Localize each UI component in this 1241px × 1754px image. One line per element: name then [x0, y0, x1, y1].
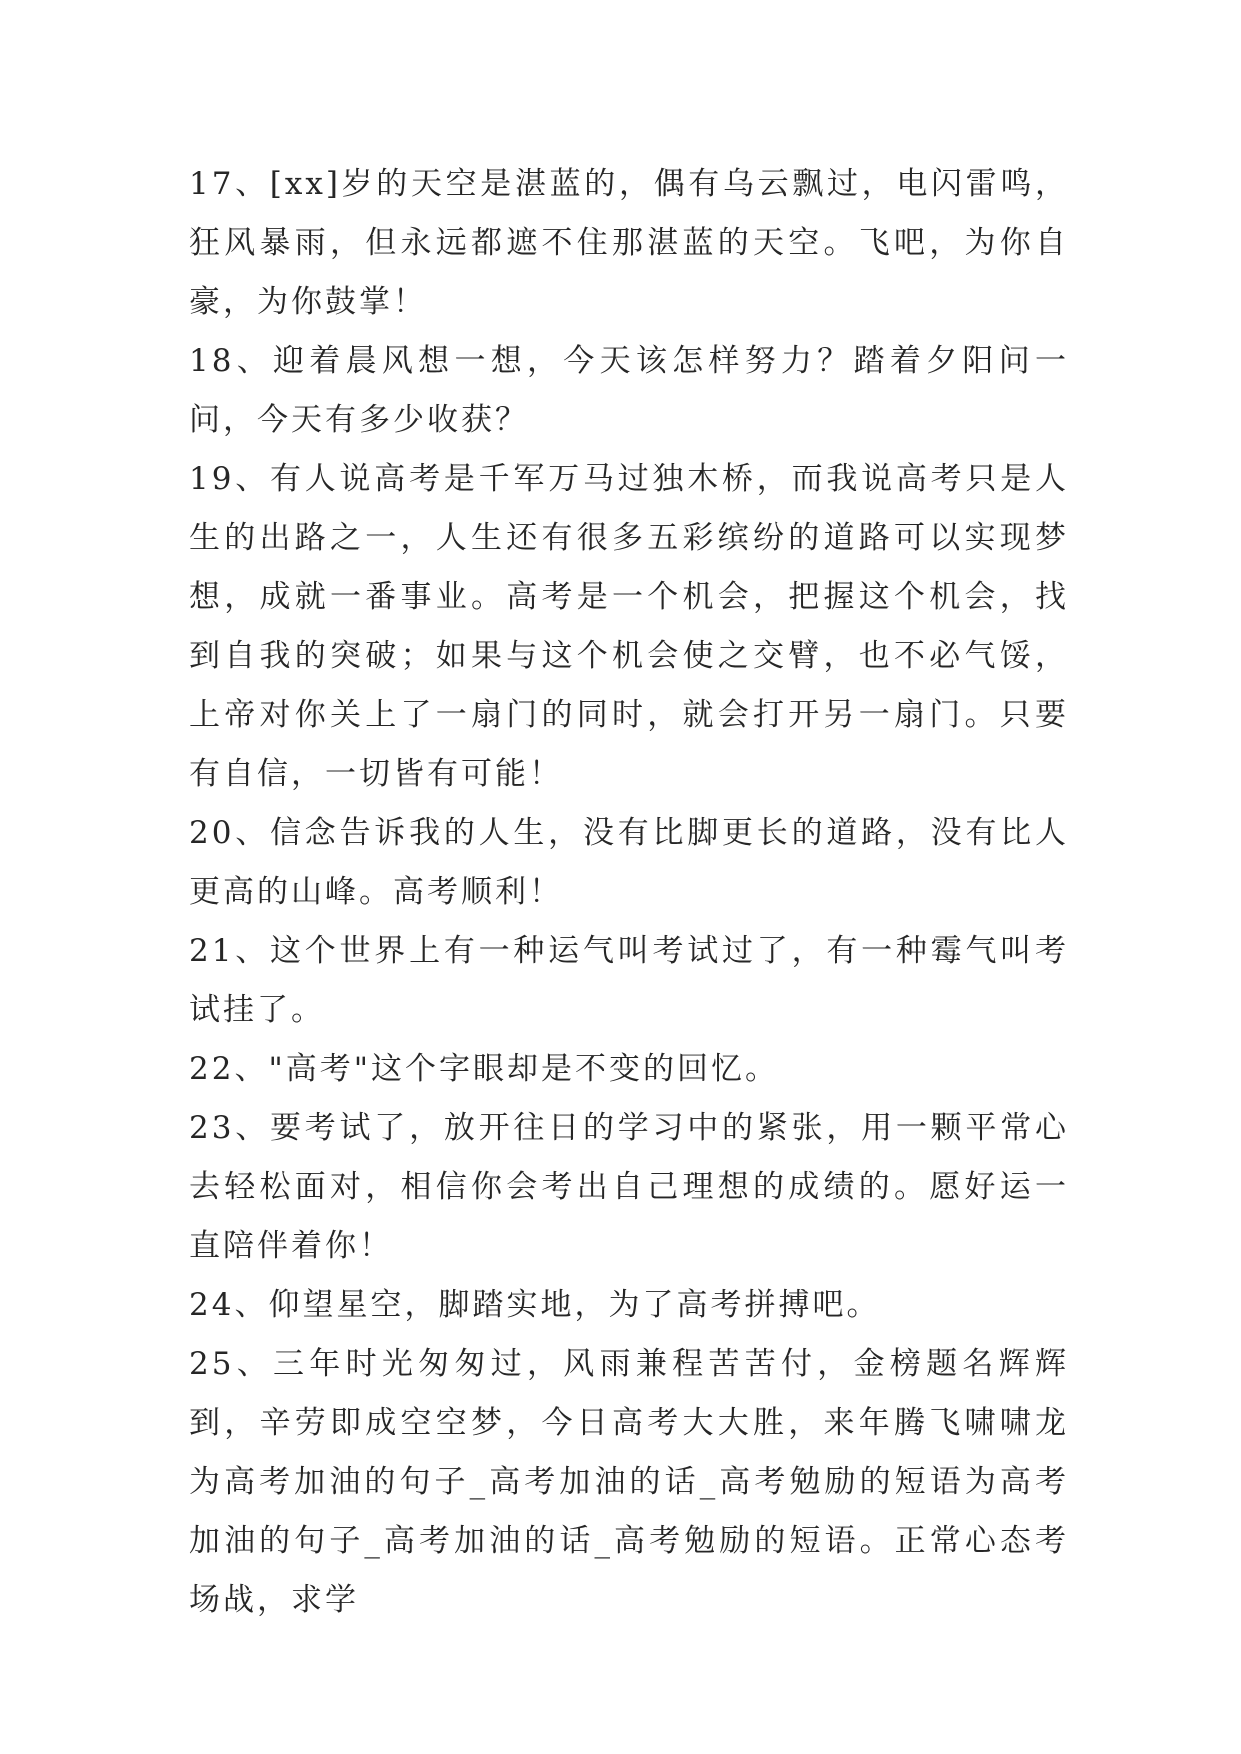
- paragraph-19: 19、有人说高考是千军万马过独木桥，而我说高考只是人生的出路之一，人生还有很多五彩缤纷的道路可以实现梦想，成就一番事业。高考是一个机会，把握这个机会，找到自我的突破；如果与这个机会使之交臂，也不必气馁，上帝对你关上了一扇门的同时，就会打开另一扇门。只要有自信，一切皆有可能！: [189, 461, 1069, 792]
- paragraph-22: 22、"高考"这个字眼却是不变的回忆。: [189, 1051, 779, 1087]
- paragraph-18: 18、迎着晨风想一想，今天该怎样努力？踏着夕阳问一问，今天有多少收获？: [189, 343, 1069, 438]
- paragraph-25: 25、三年时光匆匆过，风雨兼程苦苦付，金榜题名辉辉到，辛劳即成空空梦，今日高考大大胜，来年腾飞啸啸龙为高考加油的句子_高考加油的话_高考勉励的短语为高考加油的句子_高考加油的话_高考勉励的短语。正常心态考场战，求学: [189, 1346, 1069, 1618]
- paragraph-23: 23、要考试了，放开往日的学习中的紧张，用一颗平常心去轻松面对，相信你会考出自己理想的成绩的。愿好运一直陪伴着你！: [189, 1110, 1069, 1264]
- document-body: [189, 155, 1069, 1630]
- paragraph-24: 24、仰望星空，脚踏实地，为了高考拼搏吧。: [189, 1287, 881, 1323]
- paragraph-21: 21、这个世界上有一种运气叫考试过了，有一种霉气叫考试挂了。: [189, 933, 1069, 1028]
- paragraph-17: 17、[xx]岁的天空是湛蓝的，偶有乌云飘过，电闪雷鸣，狂风暴雨，但永远都遮不住那湛蓝的天空。飞吧，为你自豪，为你鼓掌！: [189, 166, 1069, 320]
- paragraph-20: 20、信念告诉我的人生，没有比脚更长的道路，没有比人更高的山峰。高考顺利！: [189, 815, 1069, 910]
